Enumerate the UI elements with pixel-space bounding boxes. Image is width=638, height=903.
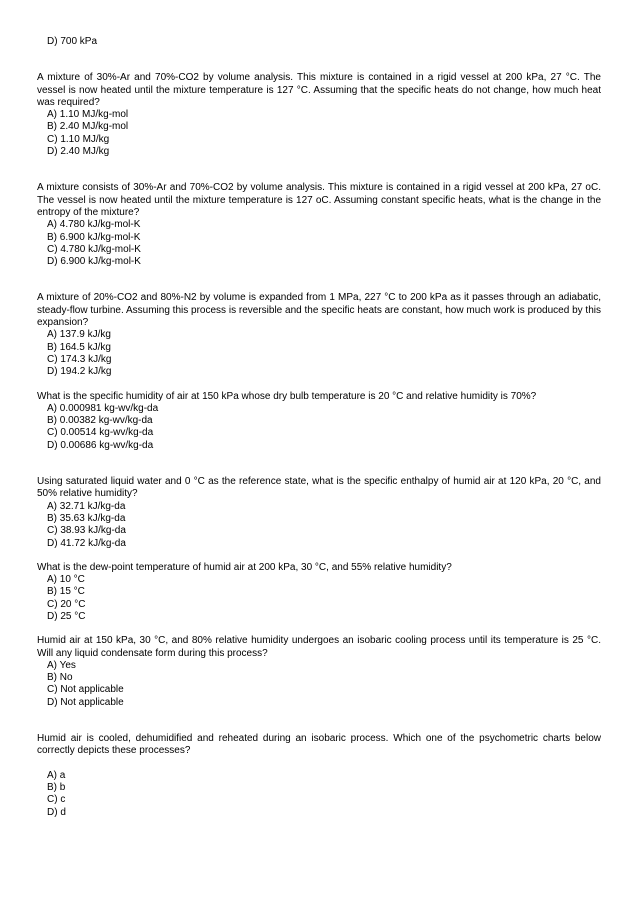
answer-option: A) 10 °C bbox=[47, 574, 85, 586]
question-text: What is the dew-point temperature of humid air at 200 kPa, 30 °C, and 55% relative humidity? bbox=[37, 561, 452, 573]
answer-option: A) 137.9 kJ/kg bbox=[47, 329, 111, 341]
question-text: A mixture consists of 30%-Ar and 70%-CO2 by volume analysis. This mixture is contained in a rigid vessel at 200 kPa, 27 oC. The vessel is now heated until the mixture temperature is 127 oC. Assuming constant specific heats, what is the change in the entropy of the mixture? bbox=[37, 182, 601, 218]
answer-option: D) 2.40 MJ/kg bbox=[47, 146, 110, 158]
question-block bbox=[37, 562, 601, 623]
question-block bbox=[37, 635, 601, 709]
answer-option: D) 6.900 kJ/kg-mol-K bbox=[47, 256, 141, 268]
answer-options bbox=[37, 403, 601, 452]
answer-options bbox=[37, 109, 601, 158]
answer-option: D) Not applicable bbox=[47, 696, 124, 708]
previous-answer-option: D) 700 kPa bbox=[47, 36, 98, 47]
answer-option: B) 2.40 MJ/kg-mol bbox=[47, 121, 129, 133]
answer-option: D) 0.00686 kg-wv/kg-da bbox=[47, 439, 154, 451]
question-block bbox=[37, 391, 601, 452]
question-block bbox=[37, 733, 601, 819]
answer-option: A) a bbox=[47, 769, 66, 781]
answer-options bbox=[37, 219, 601, 268]
question-block bbox=[37, 72, 601, 158]
answer-option: B) 6.900 kJ/kg-mol-K bbox=[47, 231, 141, 243]
answer-option: D) 41.72 kJ/kg-da bbox=[47, 537, 126, 549]
question-block bbox=[37, 476, 601, 550]
answer-option: A) 4.780 kJ/kg-mol-K bbox=[47, 219, 141, 231]
answer-option: D) 25 °C bbox=[47, 610, 86, 622]
answer-option: B) b bbox=[47, 781, 66, 793]
answer-option: A) 0.000981 kg-wv/kg-da bbox=[47, 402, 159, 414]
answer-option: B) 35.63 kJ/kg-da bbox=[47, 512, 126, 524]
question-text: Humid air is cooled, dehumidified and reheated during an isobaric process. Which one of the psychometric charts below correctly depicts these processes? bbox=[37, 733, 601, 757]
answer-option: C) 174.3 kJ/kg bbox=[47, 353, 112, 365]
answer-options bbox=[37, 501, 601, 550]
answer-option: D) d bbox=[47, 806, 66, 818]
answer-option: A) Yes bbox=[47, 659, 76, 671]
answer-option: B) 164.5 kJ/kg bbox=[47, 341, 111, 353]
answer-option: C) 0.00514 kg-wv/kg-da bbox=[47, 427, 154, 439]
answer-option: C) 1.10 MJ/kg bbox=[47, 133, 110, 145]
answer-options bbox=[37, 574, 601, 623]
answer-options bbox=[37, 329, 601, 378]
answer-options bbox=[37, 660, 601, 709]
answer-option: C) 38.93 kJ/kg-da bbox=[47, 525, 126, 537]
answer-option: C) 20 °C bbox=[47, 598, 86, 610]
answer-option: A) 32.71 kJ/kg-da bbox=[47, 500, 126, 512]
question-text: Humid air at 150 kPa, 30 °C, and 80% relative humidity undergoes an isobaric cooling process until its temperature is 25 °C. Will any liquid condensate form during this process? bbox=[37, 635, 601, 659]
answer-option: B) 15 °C bbox=[47, 586, 85, 598]
answer-option: C) Not applicable bbox=[47, 684, 124, 696]
answer-options bbox=[37, 770, 601, 819]
answer-option: D) 194.2 kJ/kg bbox=[47, 366, 112, 378]
answer-option: B) No bbox=[47, 672, 73, 684]
question-block bbox=[37, 292, 601, 378]
answer-option: B) 0.00382 kg-wv/kg-da bbox=[47, 415, 153, 427]
question-block bbox=[37, 182, 601, 268]
question-text: Using saturated liquid water and 0 °C as the reference state, what is the specific enthalpy of humid air at 120 kPa, 20 °C, and 50% relative humidity? bbox=[37, 476, 601, 500]
question-text: A mixture of 30%-Ar and 70%-CO2 by volume analysis. This mixture is contained in a rigid vessel at 200 kPa, 27 °C. The vessel is now heated until the mixture temperature is 127 °C. Assuming that the specific heats do not change, how much heat was required? bbox=[37, 72, 601, 108]
question-text: A mixture of 20%-CO2 and 80%-N2 by volume is expanded from 1 MPa, 227 °C to 200 kPa as it passes through an adiabatic, steady-flow turbine. Assuming this process is reversible and the specific heats are constant, how much work is produced by this expansion? bbox=[37, 292, 601, 329]
answer-option: C) c bbox=[47, 794, 66, 806]
answer-option: A) 1.10 MJ/kg-mol bbox=[47, 109, 129, 121]
question-text: What is the specific humidity of air at 150 kPa whose dry bulb temperature is 20 °C and relative humidity is 70%? bbox=[37, 390, 537, 402]
answer-option: C) 4.780 kJ/kg-mol-K bbox=[47, 243, 141, 255]
